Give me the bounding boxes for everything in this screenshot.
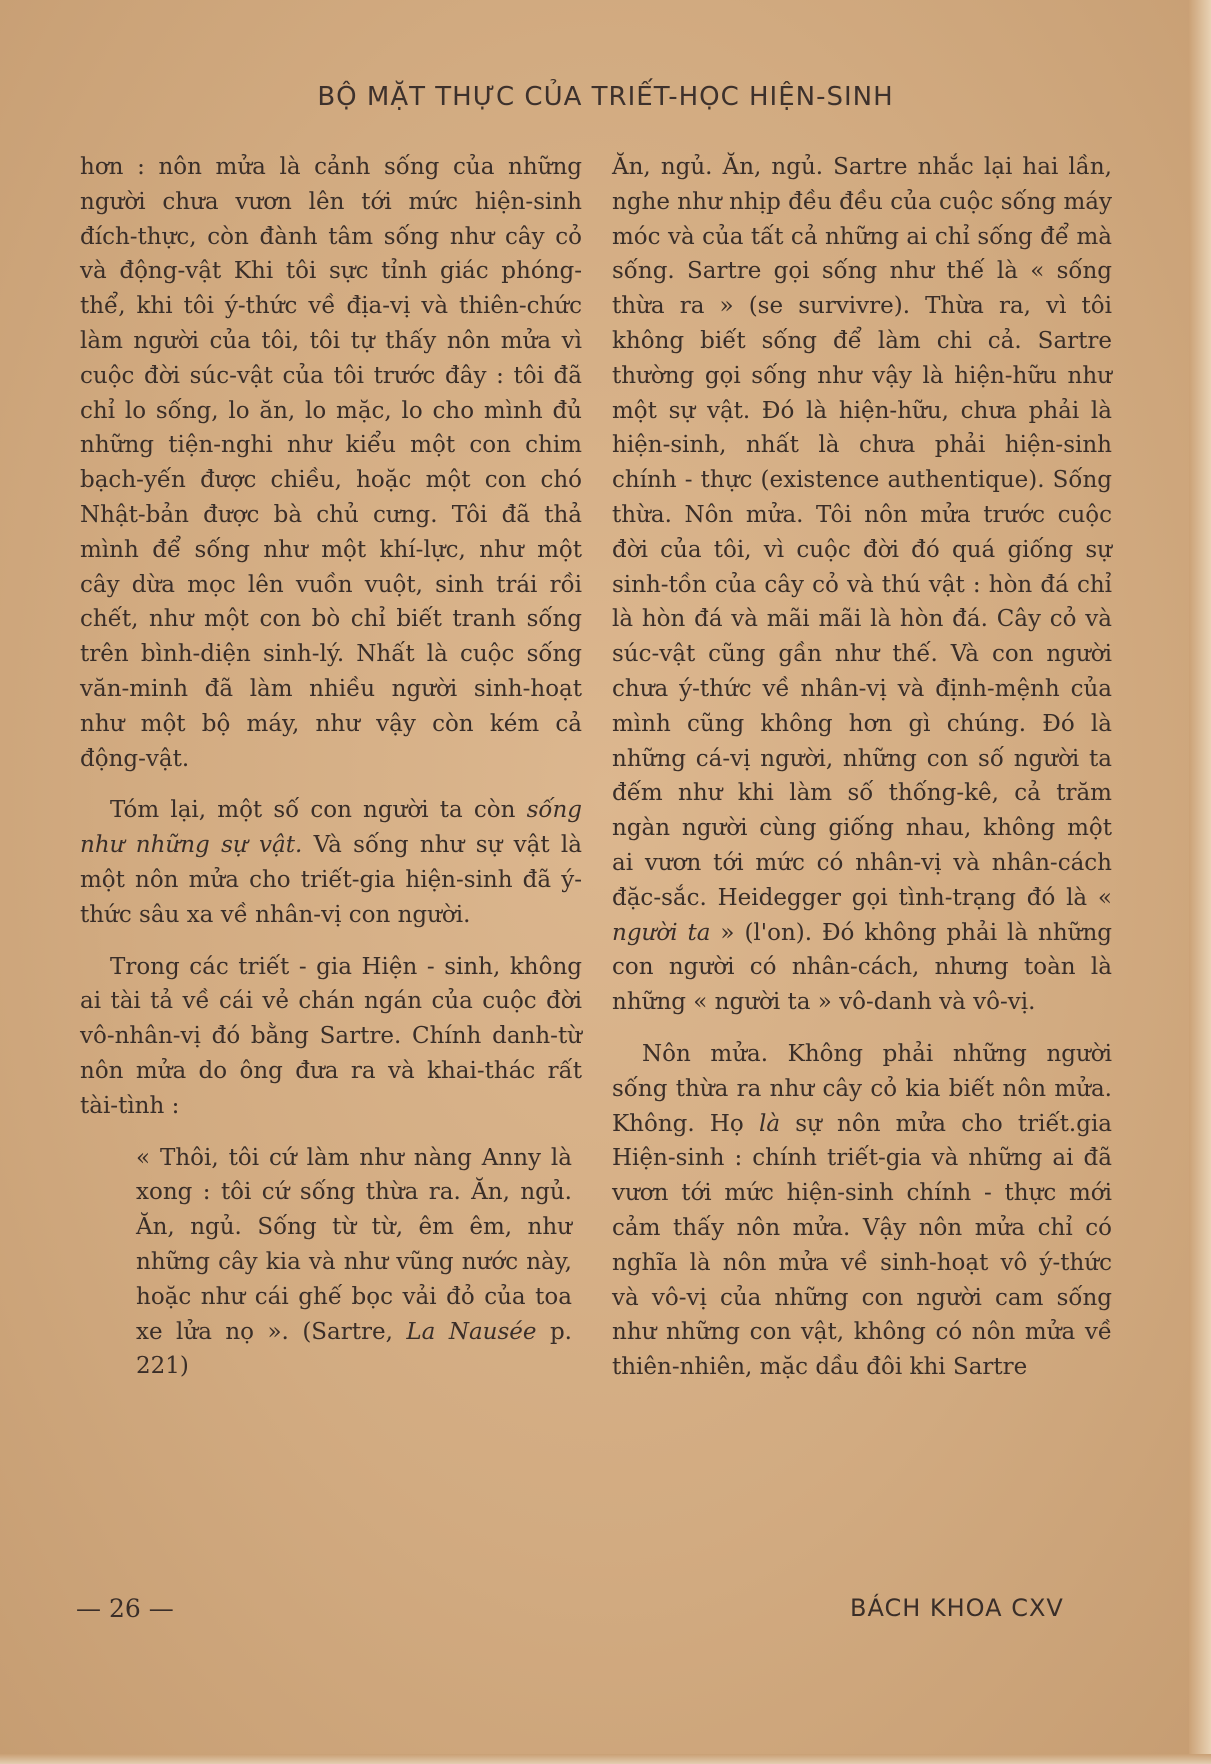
running-title: BỘ MẶT THỰC CỦA TRIẾT-HỌC HIỆN-SINH: [317, 82, 894, 112]
quote-text-a: « Thôi, tôi cứ làm như nàng Anny là xong : tôi cứ sống thừa ra. Ăn, ngủ. Ăn, ngủ. Sống từ từ, êm êm, như những cây kia và như vũng nước này, hoặc như cái ghế bọc vải đỏ của toa xe lửa nọ ». (Sartre,: [136, 1144, 572, 1345]
right-paragraph-1: [612, 150, 1112, 1020]
publication-name: BÁCH KHOA CXV: [850, 1594, 1064, 1622]
quote-text-b: p. 221): [136, 1318, 572, 1380]
left-paragraph-2: [80, 793, 582, 932]
right-paragraph-2: [612, 1037, 1112, 1385]
right-p1-text-b: » (l'on). Đó không phải là những con người có nhân-cách, nhưng toàn là những « người ta » vô-danh và vô-vị.: [612, 919, 1112, 1016]
left-p2-text-a: Tóm lại, một số con người ta còn: [110, 797, 516, 824]
page-number: — 26 —: [76, 1594, 174, 1623]
left-paragraph-1: hơn : nôn mửa là cảnh sống của những người chưa vươn lên tới mức hiện-sinh đích-thực, còn đành tâm sống như cây cỏ và động-vật Khi tôi sực tỉnh giác phóng-thể, khi tôi ý-thức về địa-vị và thiên-chức làm người của tôi, tôi tự thấy nôn mửa vì cuộc đời súc-vật của tôi trước đây : tôi đã chỉ lo sống, lo ăn, lo mặc, lo cho mình đủ những tiện-nghi như kiểu một con chim bạch-yến được chiều, hoặc một con chó Nhật-bản được bà chủ cưng. Tôi đã thả mình để sống như một khí-lực, như một cây dừa mọc lên vuồn vuột, sinh trái rồi chết, như một con bò chỉ biết tranh sống trên bình-diện sinh-lý. Nhất là cuộc sống văn-minh đã làm nhiều người sinh-hoạt như một bộ máy, như vậy còn kém cả động-vật.: [80, 154, 582, 772]
paper-edge-bottom: [0, 1754, 1211, 1764]
right-p2-text-a: Nôn mửa. Không phải những người sống thừa ra như cây cỏ kia biết nôn mửa. Không. Họ: [612, 1040, 1112, 1137]
left-p2-text-b: Và sống như sự vật là một nôn mửa cho triết-gia hiện-sinh đã ý-thức sâu xa về nhân-vị con người.: [80, 832, 583, 928]
right-p2-text-b: sự nôn mửa cho triết.gia Hiện-sinh : chính triết-gia và những ai đã vươn tới mức hiện-sinh chính - thực mới cảm thấy nôn mửa. Vậy nôn mửa chỉ có nghĩa là nôn mửa về sinh-hoạt vô ý-thức và vô-vị của những con người cam sống như những con vật, không có nôn mửa về thiên-nhiên, mặc dầu đôi khi Sartre: [612, 1110, 1113, 1381]
paper-edge-right: [1189, 0, 1211, 1764]
right-p1-text-a: Ăn, ngủ. Ăn, ngủ. Sartre nhắc lại hai lần, nghe như nhịp đều đều của cuộc sống máy móc và của tất cả những ai chỉ sống để mà sống. Sartre gọi sống như thế là « sống thừa ra » (se survivre). Thừa ra, vì tôi không biết sống để làm chi cả. Sartre thường gọi sống như vậy là hiện-hữu như một sự vật. Đó là hiện-hữu, chưa phải là hiện-sinh, nhất là chưa phải hiện-sinh chính - thực (existence authentique). Sống thừa. Nôn mửa. Tôi nôn mửa trước cuộc đời của tôi, vì cuộc đời đó quá giống sự sinh-tồn của cây cỏ và thú vật : hòn đá chỉ là hòn đá và mãi mãi là hòn đá. Cây cỏ và súc-vật cũng gần như thế. Và con người chưa ý-thức về nhân-vị và định-mệnh của mình cũng không hơn gì chúng. Đó là những cá-vị người, những con số người ta đếm như khi làm số thống-kê, cả trăm ngàn người cùng giống nhau, không một ai vươn tới mức có nhân-vị và nhân-cách đặc-sắc. Heidegger gọi tình-trạng đó là «: [612, 154, 1112, 911]
left-paragraph-3: Trong các triết - gia Hiện - sinh, không ai tài tả về cái vẻ chán ngán của cuộc đời vô-nhân-vị đó bằng Sartre. Chính danh-từ nôn mửa do ông đưa ra và khai-thác rất tài-tình :: [80, 953, 582, 1119]
right-column: [612, 150, 1112, 1402]
right-p1-italic: người ta: [612, 919, 711, 946]
block-quote: [136, 1141, 572, 1385]
left-p2-italic: sống như những sự vật.: [80, 797, 583, 859]
left-column: [80, 150, 582, 1401]
quote-italic-title: La Nausée: [406, 1318, 537, 1345]
right-p2-italic: là: [758, 1110, 781, 1137]
